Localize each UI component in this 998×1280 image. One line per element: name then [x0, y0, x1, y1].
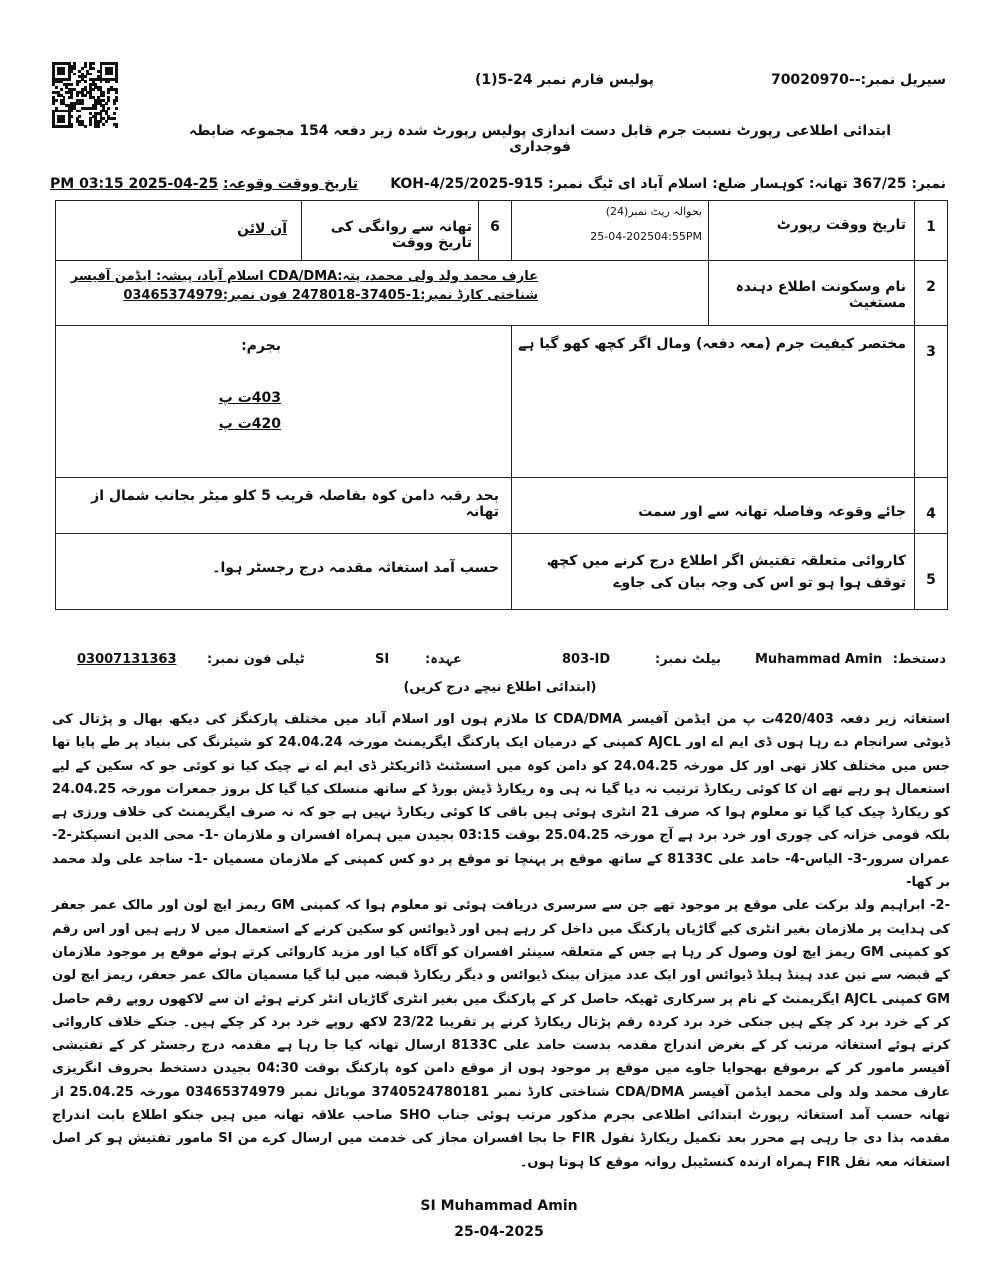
departure-label: تھانہ سے روانگی کی تاریخ ووقت [302, 201, 479, 261]
datetime-value: 25-04-2025 03:15 PM [50, 176, 219, 192]
complaint-body [52, 708, 950, 1174]
qr-module [60, 88, 63, 91]
qr-module [89, 123, 92, 126]
qr-module [113, 117, 116, 120]
report-reference [512, 201, 709, 261]
qr-module [70, 110, 73, 113]
qr-module [84, 125, 87, 128]
rank-value: SI [375, 652, 390, 667]
phone-value: 03007131363 [77, 652, 177, 667]
sub-number: 6 [479, 201, 512, 261]
qr-module [78, 80, 81, 83]
ref-date: 25-04-202504:55PM [590, 230, 702, 243]
qr-module [55, 99, 58, 102]
qr-module [107, 99, 110, 102]
row-label: مختصر کیفیت جرم (معہ دفعہ) ومال اگر کچھ کھو گیا ہے [512, 326, 915, 478]
form-number: پولیس فارم نمبر 24-5(1) [475, 72, 654, 88]
qr-module [115, 125, 118, 128]
offence-heading: بجرم: [241, 338, 281, 354]
qr-module [70, 83, 73, 86]
qr-module [107, 91, 110, 94]
offence-sections [56, 326, 512, 478]
qr-module [105, 120, 108, 123]
qr-module [107, 80, 110, 83]
departure-value: آن لائن [56, 201, 302, 261]
qr-module [70, 115, 73, 118]
rank-label: عہدہ: [425, 652, 462, 667]
qr-module [84, 80, 87, 83]
row-number: 3 [915, 326, 948, 478]
serial-number-row [771, 72, 946, 88]
serial-number: 70020970 [770, 72, 849, 88]
qr-module [100, 80, 103, 83]
qr-module [115, 80, 118, 83]
row-number: 2 [915, 261, 948, 326]
complaint-paragraph: استغاثہ زیر دفعہ 420/403ت پ من ایڈمن آفیسر CDA/DMA کا ملازم ہوں اور اسلام آباد میں مختلف پارکنگز کی دیکھ بھال و پڑتال کی ڈیوٹی سرانجام دے رہا ہوں ڈی ایم اے اور AJCL کمپنی کے درمیان ایک پارکنگ ایگریمنٹ مورخہ 24.04.24 کو شیئرنگ کی بنیاد پر طے پایا تھا جس میں مختلف کلاز تھی اور کل مورخہ 24.04.25 کو دامن کوہ میں اسسٹنٹ ڈائریکٹر ڈی ایم اے نے چیک کیا تو کوئی جو کہ سکین کے لیے استعمال ہو رہے تھے ان کا کوئی ریکارڈ ترتیب نہ دیا گیا نہ ہی وہ ریکارڈ ڈیش بورڈ کے ساتھ منسلک کیا گیا کل بروز جمعرات مورخہ 24.04.25 کو ریکارڈ چیک کیا گیا تو معلوم ہوا کہ صرف 21 انٹری ہوئی ہیں باقی کا کوئی ریکارڈ نہیں ہے جو کہ نہ صرف ایگریمنٹ کی خلاف ورزی ہے بلکہ قومی خزانہ کی چوری اور خرد برد ہے آج مورخہ 25.04.25 بوقت 03:15 بجیدن میں ہمراہ افسران و ملازمان -1- محی الدین انسپکٹر-2- عمران سرور-3- الیاس-4- حامد علی 8133C کے ساتھ موقع پر پہنچا تو موقع پر دو کس کمپنی کے ملازمان مسمیان -1- ساجد علی ولد محمد بر کھا- [52, 712, 951, 891]
qr-module [107, 107, 110, 110]
occurrence-datetime [50, 176, 358, 192]
complaint-paragraph: -2- ابراہیم ولد برکت علی موقع پر موجود تھے جن سے سرسری دریافت ہوئی تو معلوم ہوا کہ کمپنی GM ریمز ایچ لون اور مالک عمر جعفر کی ہدایت پر ملازمان بغیر انٹری کیے گاڑیاں پارکنگ میں داخل کر رہے ہیں اور ڈیوائس کو سکین کرنے کے استعمال میں لا رہے ہیں اور اس رقم کو کمپنی GM ریمز ایچ لون وصول کر رہا ہے جس کے متعلقہ سینئر افسران کو آگاہ کیا اور مزید کاروائی کرتے ہوئے موقع پر موجود ملازمان کے قبضہ سے تین عدد ہینڈ ہیلڈ ڈیوائس اور ایک عدد میزان بینک ڈیوائس و دیگر ریکارڈ قبضہ میں لیا گیا مسمیان مالک عمر جعفر، ریمز ایچ لون GM کمپنی AJCL ایگریمنٹ کے نام پر سرکاری ٹھیکہ حاصل کر کے پارکنگ میں بغیر انٹری گاڑیاں انٹر کرتے ہوئے ان سے لاکھوں روپے رقم حاصل کر کے خرد برد کر چکے ہیں جنکی خرد برد کردہ رقم پڑتال ریکارڈ کرنے پر تقریبا 23/22 لاکھ روپے خرد برد کر چکے ہیں۔ جنکے خلاف کاروائی کرتے ہوئے استغاثہ مرتب کر کے بغرض اندراج مقدمہ بدست حامد علی 8133C ارسال تھانہ کیا جا رہا ہے مقدمہ درج رجسٹر کر کے تفتیشی آفیسر مامور کر کے برموقع بھجوایا جاوے میں موقع پر موجود ہوں از موقع دامن کوہ پارکنگ بوقت 04:30 بجیدن دستخط بحروف انگریزی عارف محمد ولد ولی محمد ایڈمن آفیسر CDA/DMA شناختی کارڈ نمبر 3740524780181 موبائل نمبر 03465374979 مورخہ 25.04.25 از تھانہ حسب آمد استغاثہ رپورٹ ابتدائی اطلاعی بجرم مذکور مرتب ہوئی جناب SHO صاحب علاقہ تھانہ میں ہیں جنکو اطلاع بابت اندراج مقدمہ بذا دی جا رہی ہے محرر بعد تکمیل ریکارڈ نقول FIR جا بجا افسران مجاز کی خدمت میں ارسال کرے من SI مامور تفتیش ہو کر اصل استغاثہ معہ نقل FIR ہمراہ ارندہ کنسٹیبل روانہ موقع کا ہوتا ہوں۔ [52, 898, 951, 1170]
qr-module [115, 91, 118, 94]
row-number: 1 [915, 201, 948, 261]
belt-value: 803-ID [562, 652, 611, 667]
row-label: نام وسکونت اطلاع دہندہ مستغیث [709, 261, 915, 326]
offence-section-420: 420ت پ [218, 416, 281, 432]
qr-module [92, 62, 95, 65]
ref-label: بحوالہ رپٹ نمبر(24) [605, 205, 702, 218]
qr-module [102, 94, 105, 97]
qr-module [110, 73, 113, 76]
complainant-details [56, 261, 709, 326]
belt-label: بیلٹ نمبر: [655, 652, 721, 667]
first-info-heading: (ابتدائی اطلاع نیچے درج کریں) [403, 680, 597, 695]
complainant-line2: شناختی کارڈ نمبر:1-37405-2478018 فون نمبر:03465374979 [123, 288, 538, 303]
qr-module [68, 78, 71, 81]
qr-module [73, 73, 76, 76]
qr-module [70, 96, 73, 99]
qr-module [81, 102, 84, 105]
row-number: 5 [915, 534, 948, 610]
qr-module [55, 86, 58, 89]
table-row [56, 261, 948, 326]
qr-module [92, 67, 95, 70]
place-of-occurrence: بحد رقبہ دامن کوہ بفاصلہ قریب 5 کلو میٹر بجانب شمال از تھانہ [56, 478, 512, 534]
qr-module [78, 110, 81, 113]
qr-module [113, 102, 116, 105]
table-row [56, 201, 948, 261]
row-label: تاریخ ووقت رپورٹ [709, 201, 915, 261]
qr-module [76, 94, 79, 97]
qr-module [70, 125, 73, 128]
qr-module [63, 73, 66, 76]
investigation-action: حسب آمد استغاثہ مقدمہ درج رجسٹر ہوا۔ [56, 534, 512, 610]
qr-module [97, 125, 100, 128]
qr-module [102, 123, 105, 126]
qr-module [52, 102, 55, 105]
qr-module [63, 120, 66, 123]
qr-module [81, 67, 84, 70]
qr-module [115, 99, 118, 102]
qr-module [94, 107, 97, 110]
qr-module [73, 67, 76, 70]
row-number: 4 [915, 478, 948, 534]
sign-label: دستخط: [892, 652, 946, 667]
qr-module [84, 65, 87, 68]
table-row [56, 478, 948, 534]
serial-label: سیریل نمبر:-- [848, 72, 946, 88]
qr-module [78, 115, 81, 118]
fir-details-table [55, 200, 948, 610]
datetime-label: تاریخ ووقت وقوعہ: [222, 176, 359, 192]
qr-module [92, 88, 95, 91]
offence-section-403: 403ت پ [218, 390, 281, 406]
qr-module [84, 75, 87, 78]
report-title: ابتدائی اطلاعی رپورٹ نسبت جرم قابل دست اندازی پولیس رپورٹ شدہ زیر دفعہ 154 مجموعہ ضابطہ فوجداری [188, 123, 891, 155]
row-label: جائے وقوعہ وفاصلہ تھانہ سے اور سمت [512, 478, 915, 534]
footer-date: 25-04-2025 [454, 1224, 544, 1240]
qr-module [84, 94, 87, 97]
row-label: کاروائی متعلقہ تفتیش اگر اطلاع درج کرنے میں کچھ توقف ہوا ہو تو اس کی وجہ بیان کی جاوے [512, 534, 915, 610]
qr-module [76, 83, 79, 86]
officer-name: Muhammad Amin [755, 652, 883, 667]
qr-module [115, 107, 118, 110]
footer-officer: SI Muhammad Amin [420, 1198, 578, 1214]
qr-module [89, 73, 92, 76]
fir-number-line: نمبر: 367/25 تھانہ: کوہسار ضلع: اسلام آباد ای ٹیگ نمبر: KOH-4/25/2025-915 [390, 176, 946, 192]
qr-module [105, 102, 108, 105]
phone-label: ٹیلی فون نمبر: [207, 652, 305, 667]
complainant-line1: عارف محمد ولد ولی محمد، پتہ:CDA/DMA اسلام آباد، پیشہ: ایڈمن آفیسر [70, 269, 538, 284]
qr-module [113, 112, 116, 115]
table-row [56, 534, 948, 610]
qr-code [52, 62, 118, 128]
table-row [56, 326, 948, 478]
